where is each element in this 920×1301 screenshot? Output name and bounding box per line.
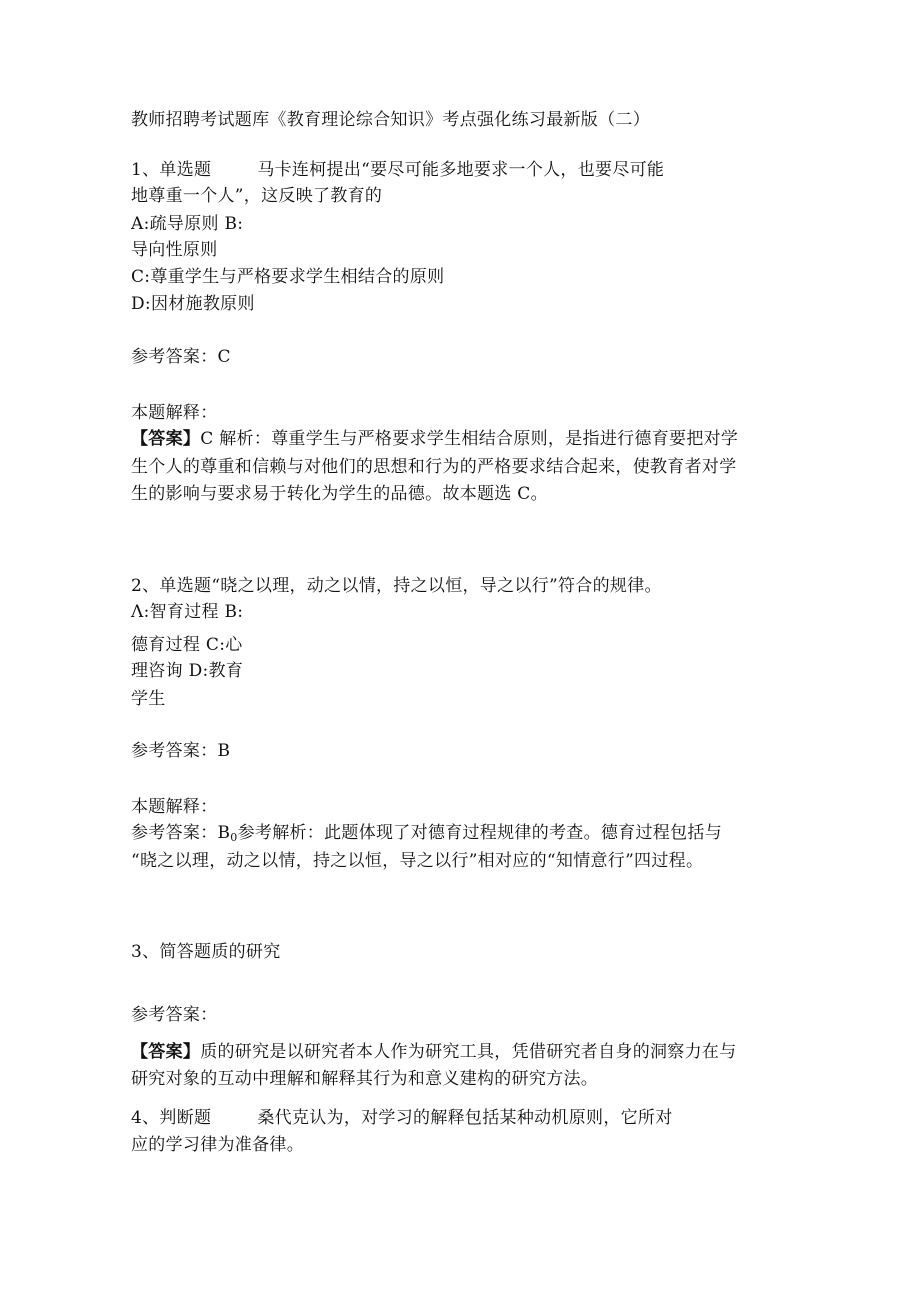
q1-answer: 参考答案：C <box>131 347 231 367</box>
q1-explanation-heading: 本题解释： <box>131 403 218 423</box>
q4-stem-1: 桑代克认为，对学习的解释包括某种动机原则，它所对 <box>257 1108 673 1128</box>
q1-stem-line-1 <box>131 159 664 181</box>
q3-answer-line-2: 研究对象的互动中理解和解释其行为和意义建构的研究方法。 <box>131 1069 599 1089</box>
q1-explanation-line-3: 生的影响与要求易于转化为学生的品德。故本题选 C。 <box>131 484 548 504</box>
q1-explanation-line-2: 生个人的尊重和信赖与对他们的思想和行为的严格要求结合起来，使教育者对学 <box>131 457 737 477</box>
q1-option-a: A:疏导原则 B: <box>131 214 244 234</box>
q2-option-line-2: 德育过程 C:心 <box>131 635 243 655</box>
q2-explanation-text-1: 参考解析：此题体现了对德育过程规律的考查。德育过程包括与 <box>237 823 723 843</box>
q4-stem-line-1 <box>131 1107 673 1129</box>
q1-option-c: C:尊重学生与严格要求学生相结合的原则 <box>131 267 445 287</box>
q3-answer-line-1 <box>131 1041 737 1063</box>
q2-explanation-answer: 参考答案：B <box>131 823 231 843</box>
q1-explanation-text-1: C 解析：尊重学生与严格要求学生相结合原则，是指进行德育要把对学 <box>200 429 739 449</box>
q3-answer-text-1: 质的研究是以研究者本人作为研究工具，凭借研究者自身的洞察力在与 <box>200 1042 737 1062</box>
q1-option-b: 导向性原则 <box>131 240 218 260</box>
q1-explanation-line-1 <box>131 428 738 450</box>
q2-explanation-line-1 <box>131 822 722 844</box>
q2-option-line-1: Λ:智育过程 B: <box>131 602 244 622</box>
q1-option-d: D:因材施教原则 <box>131 294 255 314</box>
q3-answer-heading: 参考答案： <box>131 1005 218 1025</box>
q1-stem-line-2: 地尊重一个人”，这反映了教育的 <box>131 186 383 206</box>
q1-stem-1: 马卡连柯提出“要尽可能多地要求一个人，也要尽可能 <box>257 160 665 180</box>
q1-number: 1、单选题 <box>131 160 212 180</box>
q2-answer: 参考答案：B <box>131 741 231 761</box>
q4-number: 4、判断题 <box>131 1108 212 1128</box>
q2-option-line-4: 学生 <box>131 689 166 709</box>
q2-stem: 2、单选题“晓之以理，动之以情，持之以恒，导之以行”符合的规律。 <box>131 576 662 596</box>
q2-explanation-subscript: 0 <box>230 831 238 844</box>
q4-stem-line-2: 应的学习律为准备律。 <box>131 1135 304 1155</box>
document-title: 教师招聘考试题库《教育理论综合知识》考点强化练习最新版（二） <box>131 110 650 130</box>
q2-option-line-3: 理咨询 D:教育 <box>131 661 244 681</box>
q1-answer-tag: 【答案】 <box>131 429 201 449</box>
q2-explanation-line-2: “晓之以理，动之以情，持之以恒，导之以行”相对应的“知情意行”四过程。 <box>131 851 704 871</box>
q3-answer-tag: 【答案】 <box>131 1042 201 1062</box>
q2-explanation-heading: 本题解释： <box>131 797 218 817</box>
q3-stem: 3、简答题质的研究 <box>131 942 281 962</box>
